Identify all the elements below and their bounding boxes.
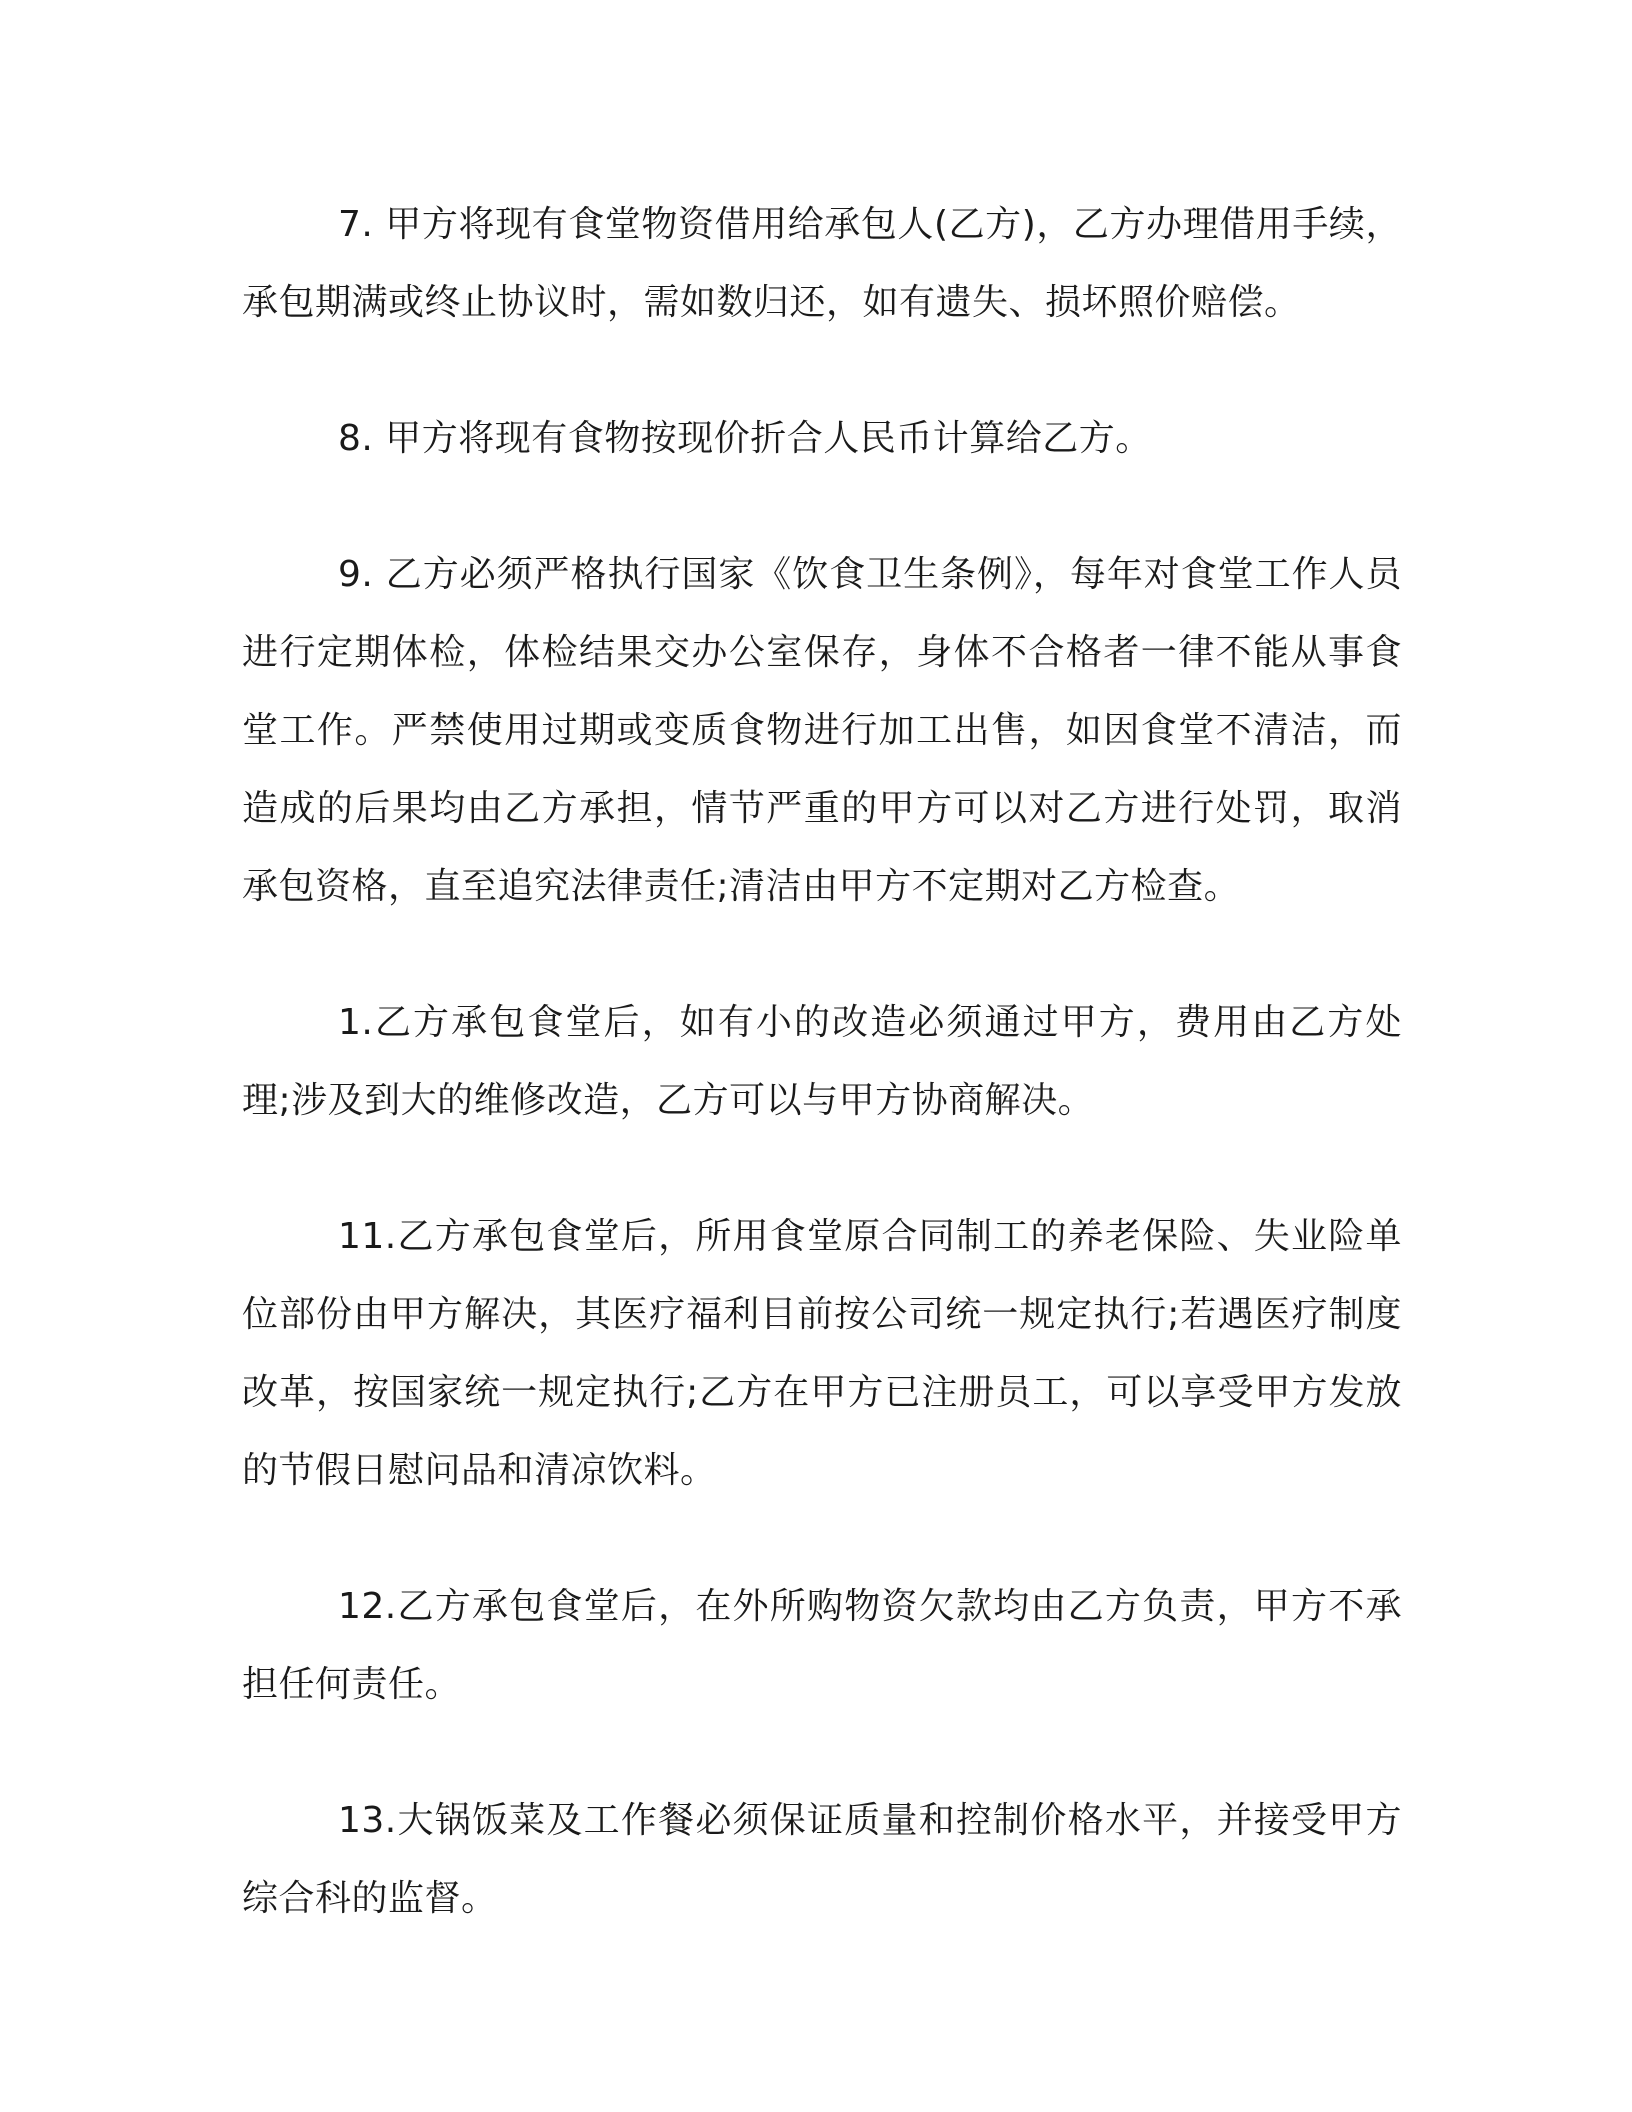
clause-12: 12.乙方承包食堂后，在外所购物资欠款均由乙方负责，甲方不承担任何责任。 <box>242 1586 1402 1705</box>
clause-13: 13.大锅饭菜及工作餐必须保证质量和控制价格水平，并接受甲方综合科的监督。 <box>242 1800 1402 1919</box>
document-body <box>242 186 1402 1996</box>
clause-7: 7. 甲方将现有食堂物资借用给承包人(乙方)，乙方办理借用手续，承包期满或终止协议时，需如数归还，如有遗失、损坏照价赔偿。 <box>242 204 1402 323</box>
clause-8: 8. 甲方将现有食物按现价折合人民币计算给乙方。 <box>338 418 1152 459</box>
clause-9: 9. 乙方必须严格执行国家《饮食卫生条例》，每年对食堂工作人员进行定期体检，体检结果交办公室保存，身体不合格者一律不能从事食堂工作。严禁使用过期或变质食物进行加工出售，如因食堂不清洁，而造成的后果均由乙方承担，情节严重的甲方可以对乙方进行处罚，取消承包资格，直至追究法律责任;清洁由甲方不定期对乙方检查。 <box>242 554 1402 907</box>
clause-1: 1.乙方承包食堂后，如有小的改造必须通过甲方，费用由乙方处理;涉及到大的维修改造，乙方可以与甲方协商解决。 <box>242 1002 1402 1121</box>
clause-11: 11.乙方承包食堂后，所用食堂原合同制工的养老保险、失业险单位部份由甲方解决，其医疗福利目前按公司统一规定执行;若遇医疗制度改革，按国家统一规定执行;乙方在甲方已注册员工，可以享受甲方发放的节假日慰问品和清凉饮料。 <box>242 1216 1402 1491</box>
